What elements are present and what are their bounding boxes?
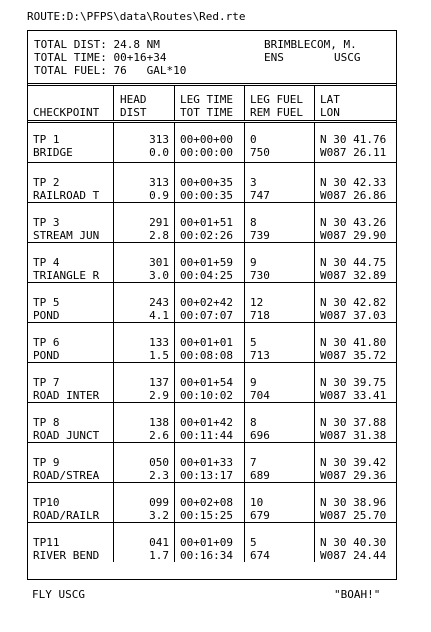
fuel-cell (245, 203, 315, 243)
cell-dist: 3.0 (149, 269, 169, 282)
fuel-cell (245, 443, 315, 483)
cell-head: 243 (149, 296, 169, 309)
fuel-cell (245, 323, 315, 363)
head-dist-cell (114, 122, 175, 163)
table-row (28, 203, 396, 243)
cell-tot-time: 00:04:25 (180, 269, 233, 282)
cell-leg-fuel: 9 (250, 376, 257, 389)
cell-dist: 1.5 (149, 349, 169, 362)
total-distance: TOTAL DIST: 24.8 NM (34, 38, 160, 51)
position-cell (315, 203, 397, 243)
head-dist-cell (114, 403, 175, 443)
cell-lat: N 30 44.75 (320, 256, 387, 269)
position-cell (315, 122, 397, 163)
cell-name: BRIDGE (33, 146, 73, 159)
cell-leg-fuel: 9 (250, 256, 257, 269)
cell-leg-time: 00+01+01 (180, 336, 233, 349)
cell-rem-fuel: 747 (250, 189, 270, 202)
table-row (28, 163, 396, 203)
checkpoint-cell (28, 403, 114, 443)
table-row (28, 363, 396, 403)
cell-leg-time: 00+01+59 (180, 256, 233, 269)
table-row (28, 122, 396, 163)
cell-tp: TP 8 (33, 416, 60, 429)
pilot-service: USCG (334, 51, 361, 64)
cell-dist: 2.3 (149, 469, 169, 482)
cell-lat: N 30 42.33 (320, 176, 387, 189)
head-dist-cell (114, 323, 175, 363)
cell-leg-fuel: 8 (250, 416, 257, 429)
cell-tot-time: 00:00:35 (180, 189, 233, 202)
cell-tp: TP11 (33, 536, 60, 549)
cell-dist: 4.1 (149, 309, 169, 322)
cell-lat: N 30 39.42 (320, 456, 387, 469)
cell-leg-time: 00+01+51 (180, 216, 233, 229)
cell-lat: N 30 39.75 (320, 376, 387, 389)
position-cell (315, 283, 397, 323)
cell-dist: 2.6 (149, 429, 169, 442)
fuel-cell (245, 403, 315, 443)
footer-left: FLY USCG (32, 588, 85, 601)
checkpoint-cell (28, 483, 114, 523)
cell-rem-fuel: 713 (250, 349, 270, 362)
cell-lat: N 30 41.80 (320, 336, 387, 349)
position-cell (315, 483, 397, 523)
cell-lat: N 30 42.82 (320, 296, 387, 309)
cell-leg-fuel: 12 (250, 296, 264, 309)
cell-name: ROAD INTER (33, 389, 100, 402)
cell-name: POND (33, 309, 60, 322)
cell-lon: W087 29.90 (320, 229, 387, 242)
cell-rem-fuel: 689 (250, 469, 270, 482)
time-cell (175, 443, 245, 483)
cell-lat: N 30 38.96 (320, 496, 387, 509)
head-dist-cell (114, 283, 175, 323)
cell-lon: W087 24.44 (320, 549, 387, 562)
cell-lon: W087 33.41 (320, 389, 387, 402)
cell-dist: 2.8 (149, 229, 169, 242)
time-cell (175, 243, 245, 283)
cell-tp: TP 1 (33, 133, 60, 146)
position-cell (315, 163, 397, 203)
position-cell (315, 363, 397, 403)
time-cell (175, 203, 245, 243)
checkpoint-cell (28, 122, 114, 163)
time-cell (175, 163, 245, 203)
fuel-cell (245, 163, 315, 203)
checkpoint-cell (28, 323, 114, 363)
cell-tot-time: 00:00:00 (180, 146, 233, 159)
table-header (28, 86, 396, 122)
cell-tot-time: 00:10:02 (180, 389, 233, 402)
checkpoint-table (28, 86, 396, 562)
cell-head: 133 (149, 336, 169, 349)
fuel-cell (245, 523, 315, 563)
cell-leg-fuel: 3 (250, 176, 257, 189)
table-row (28, 443, 396, 483)
cell-lat: N 30 43.26 (320, 216, 387, 229)
cell-rem-fuel: 679 (250, 509, 270, 522)
cell-lon: W087 31.38 (320, 429, 387, 442)
cell-dist: 0.0 (149, 146, 169, 159)
pilot-name: BRIMBLECOM, M. (264, 38, 357, 51)
cell-rem-fuel: 750 (250, 146, 270, 159)
cell-head: 291 (149, 216, 169, 229)
position-cell (315, 523, 397, 563)
time-cell (175, 122, 245, 163)
cell-dist: 1.7 (149, 549, 169, 562)
cell-head: 138 (149, 416, 169, 429)
col-checkpoint: CHECKPOINT (28, 86, 114, 122)
cell-tp: TP 5 (33, 296, 60, 309)
col-leg-tot-time: LEG TIME TOT TIME (175, 86, 245, 122)
cell-tp: TP 2 (33, 176, 60, 189)
checkpoint-cell (28, 523, 114, 563)
head-dist-cell (114, 163, 175, 203)
position-cell (315, 323, 397, 363)
head-dist-cell (114, 443, 175, 483)
cell-dist: 0.9 (149, 189, 169, 202)
cell-rem-fuel: 718 (250, 309, 270, 322)
cell-head: 313 (149, 133, 169, 146)
cell-name: ROAD/RAILR (33, 509, 100, 522)
cell-dist: 3.2 (149, 509, 169, 522)
cell-lon: W087 29.36 (320, 469, 387, 482)
head-dist-cell (114, 243, 175, 283)
cell-leg-fuel: 10 (250, 496, 264, 509)
time-cell (175, 523, 245, 563)
position-cell (315, 243, 397, 283)
cell-tot-time: 00:02:26 (180, 229, 233, 242)
cell-tp: TP 9 (33, 456, 60, 469)
cell-leg-time: 00+00+35 (180, 176, 233, 189)
time-cell (175, 323, 245, 363)
head-dist-cell (114, 203, 175, 243)
cell-leg-time: 00+01+33 (180, 456, 233, 469)
table-row (28, 523, 396, 563)
fuel-cell (245, 483, 315, 523)
fuel-cell (245, 243, 315, 283)
col-lat-lon: LAT LON (315, 86, 397, 122)
position-cell (315, 403, 397, 443)
cell-head: 099 (149, 496, 169, 509)
cell-tp: TP 6 (33, 336, 60, 349)
cell-name: RAILROAD T (33, 189, 100, 202)
cell-tp: TP10 (33, 496, 60, 509)
cell-lon: W087 25.70 (320, 509, 387, 522)
cell-lat: N 30 40.30 (320, 536, 387, 549)
nav-log-card (27, 30, 397, 580)
time-cell (175, 483, 245, 523)
cell-name: TRIANGLE R (33, 269, 100, 282)
cell-tot-time: 00:16:34 (180, 549, 233, 562)
cell-lat: N 30 41.76 (320, 133, 387, 146)
cell-rem-fuel: 704 (250, 389, 270, 402)
cell-leg-time: 00+01+09 (180, 536, 233, 549)
cell-lon: W087 35.72 (320, 349, 387, 362)
table-row (28, 483, 396, 523)
cell-name: ROAD JUNCT (33, 429, 100, 442)
cell-tp: TP 7 (33, 376, 60, 389)
cell-tot-time: 00:15:25 (180, 509, 233, 522)
cell-leg-fuel: 5 (250, 336, 257, 349)
cell-rem-fuel: 739 (250, 229, 270, 242)
checkpoint-cell (28, 243, 114, 283)
cell-name: STREAM JUN (33, 229, 100, 242)
time-cell (175, 403, 245, 443)
fuel-cell (245, 363, 315, 403)
head-dist-cell (114, 363, 175, 403)
cell-leg-fuel: 0 (250, 133, 257, 146)
time-cell (175, 363, 245, 403)
cell-leg-fuel: 8 (250, 216, 257, 229)
table-row (28, 283, 396, 323)
total-time: TOTAL TIME: 00+16+34 (34, 51, 167, 64)
head-dist-cell (114, 483, 175, 523)
cell-tot-time: 00:07:07 (180, 309, 233, 322)
checkpoint-cell (28, 443, 114, 483)
cell-leg-time: 00+01+54 (180, 376, 233, 389)
pilot-rank: ENS (264, 51, 284, 64)
cell-name: POND (33, 349, 60, 362)
cell-lon: W087 26.86 (320, 189, 387, 202)
total-fuel: TOTAL FUEL: 76 GAL*10 (34, 64, 187, 77)
head-dist-cell (114, 523, 175, 563)
cell-lon: W087 37.03 (320, 309, 387, 322)
cell-head: 313 (149, 176, 169, 189)
col-leg-rem-fuel: LEG FUEL REM FUEL (245, 86, 315, 122)
cell-lat: N 30 37.88 (320, 416, 387, 429)
checkpoint-cell (28, 203, 114, 243)
route-title: ROUTE:D:\PFPS\data\Routes\Red.rte (27, 10, 246, 23)
cell-leg-fuel: 7 (250, 456, 257, 469)
cell-name: ROAD/STREA (33, 469, 100, 482)
cell-tp: TP 3 (33, 216, 60, 229)
cell-name: RIVER BEND (33, 549, 100, 562)
cell-head: 041 (149, 536, 169, 549)
route-summary (34, 38, 390, 77)
table-row (28, 403, 396, 443)
cell-rem-fuel: 730 (250, 269, 270, 282)
cell-tp: TP 4 (33, 256, 60, 269)
time-cell (175, 283, 245, 323)
cell-lon: W087 32.89 (320, 269, 387, 282)
cell-head: 050 (149, 456, 169, 469)
checkpoint-cell (28, 363, 114, 403)
cell-head: 301 (149, 256, 169, 269)
cell-head: 137 (149, 376, 169, 389)
fuel-cell (245, 283, 315, 323)
cell-leg-time: 00+01+42 (180, 416, 233, 429)
checkpoint-cell (28, 163, 114, 203)
cell-dist: 2.9 (149, 389, 169, 402)
cell-tot-time: 00:11:44 (180, 429, 233, 442)
cell-leg-time: 00+00+00 (180, 133, 233, 146)
fuel-cell (245, 122, 315, 163)
cell-leg-time: 00+02+42 (180, 296, 233, 309)
footer-right: "BOAH!" (334, 588, 381, 601)
checkpoint-cell (28, 283, 114, 323)
col-head-dist: HEAD DIST (114, 86, 175, 122)
cell-rem-fuel: 674 (250, 549, 270, 562)
cell-leg-fuel: 5 (250, 536, 257, 549)
position-cell (315, 443, 397, 483)
cell-leg-time: 00+02+08 (180, 496, 233, 509)
cell-tot-time: 00:13:17 (180, 469, 233, 482)
table-row (28, 323, 396, 363)
cell-rem-fuel: 696 (250, 429, 270, 442)
table-row (28, 243, 396, 283)
cell-lon: W087 26.11 (320, 146, 387, 159)
cell-tot-time: 00:08:08 (180, 349, 233, 362)
